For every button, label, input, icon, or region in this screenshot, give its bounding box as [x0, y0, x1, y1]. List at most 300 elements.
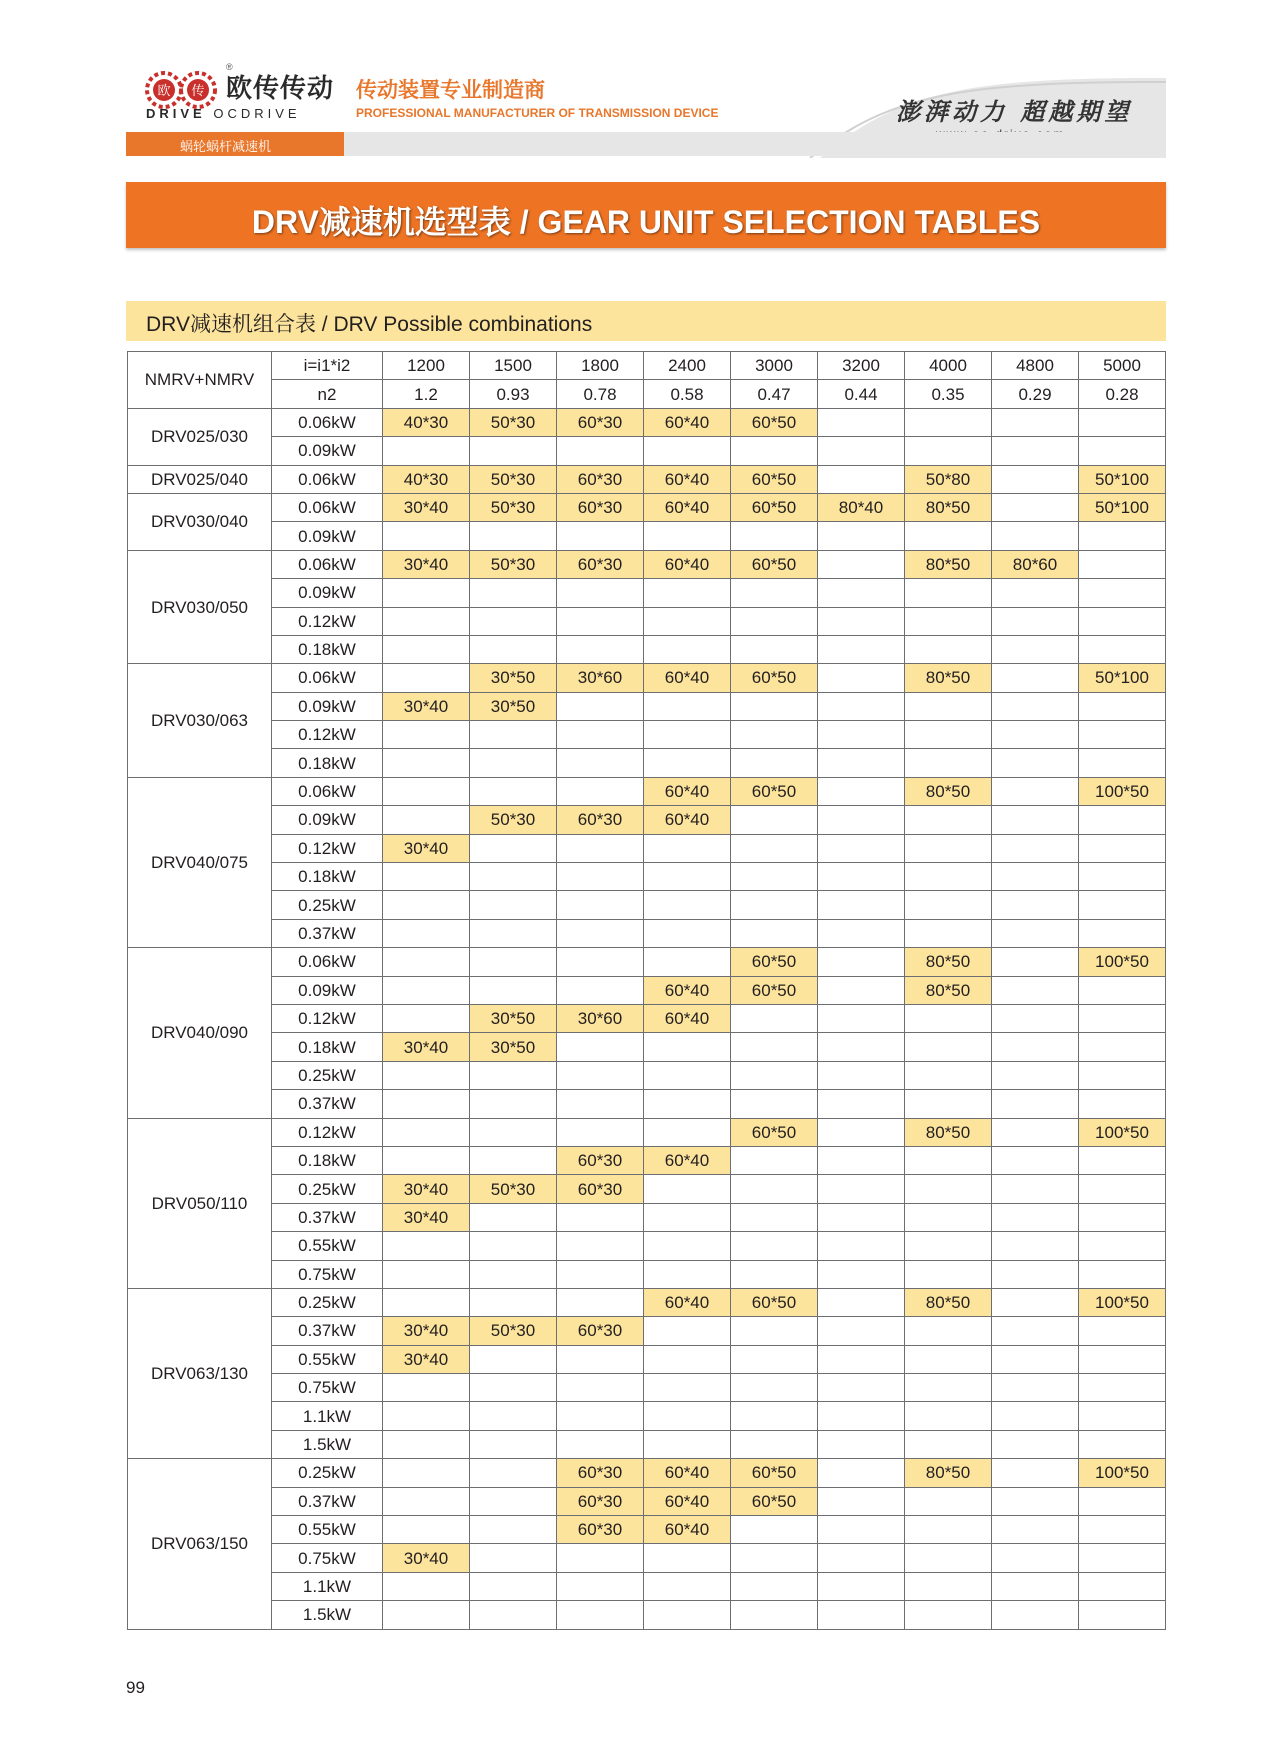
empty-cell — [731, 834, 818, 862]
power-cell: 0.06kW — [272, 948, 383, 976]
logo-badge-a-text: 欧 — [157, 84, 171, 99]
combination-cell: 30*60 — [557, 664, 644, 692]
model-name-cell: DRV025/030 — [128, 408, 272, 465]
model-name-cell: DRV050/110 — [128, 1118, 272, 1288]
title-banner — [126, 182, 1166, 248]
combination-cell: 100*50 — [1079, 777, 1166, 805]
empty-cell — [1079, 1516, 1166, 1544]
power-cell: 0.75kW — [272, 1544, 383, 1572]
empty-cell — [470, 1260, 557, 1288]
empty-cell — [1079, 834, 1166, 862]
empty-cell — [383, 607, 470, 635]
empty-cell — [644, 749, 731, 777]
combination-cell: 60*40 — [644, 1487, 731, 1515]
empty-cell — [1079, 1033, 1166, 1061]
empty-cell — [1079, 749, 1166, 777]
speed-header-cell: 0.78 — [557, 380, 644, 408]
empty-cell — [644, 1317, 731, 1345]
combination-cell: 100*50 — [1079, 1459, 1166, 1487]
empty-cell — [644, 579, 731, 607]
power-cell: 0.18kW — [272, 1033, 383, 1061]
empty-cell — [992, 1232, 1079, 1260]
combination-cell: 50*30 — [470, 1317, 557, 1345]
power-cell: 0.55kW — [272, 1345, 383, 1373]
combination-cell: 50*30 — [470, 550, 557, 578]
empty-cell — [905, 1090, 992, 1118]
ratio-header-cell: 1800 — [557, 352, 644, 380]
empty-cell — [557, 749, 644, 777]
power-cell: 0.25kW — [272, 1061, 383, 1089]
model-name-cell: DRV063/150 — [128, 1459, 272, 1629]
combination-cell: 60*30 — [557, 493, 644, 521]
empty-cell — [992, 437, 1079, 465]
empty-cell — [731, 692, 818, 720]
combination-cell: 80*50 — [905, 664, 992, 692]
empty-cell — [644, 1090, 731, 1118]
combination-cell: 30*40 — [383, 1345, 470, 1373]
power-cell: 0.18kW — [272, 635, 383, 663]
empty-cell — [470, 891, 557, 919]
empty-cell — [905, 1374, 992, 1402]
table-row — [128, 1090, 1166, 1118]
ratio-header-cell: 1500 — [470, 352, 557, 380]
power-cell: 0.25kW — [272, 1459, 383, 1487]
table-row — [128, 607, 1166, 635]
combination-cell: 60*50 — [731, 465, 818, 493]
power-cell: 0.09kW — [272, 976, 383, 1004]
empty-cell — [1079, 1061, 1166, 1089]
empty-cell — [818, 749, 905, 777]
empty-cell — [818, 948, 905, 976]
empty-cell — [731, 863, 818, 891]
power-cell: 0.18kW — [272, 749, 383, 777]
combination-cell: 60*30 — [557, 1146, 644, 1174]
power-cell: 0.37kW — [272, 919, 383, 947]
power-cell: 0.09kW — [272, 437, 383, 465]
ratio-header-cell: 3200 — [818, 352, 905, 380]
empty-cell — [992, 465, 1079, 493]
power-cell: 0.37kW — [272, 1487, 383, 1515]
empty-cell — [644, 692, 731, 720]
empty-cell — [557, 1601, 644, 1629]
empty-cell — [905, 806, 992, 834]
empty-cell — [905, 1232, 992, 1260]
combination-cell: 50*100 — [1079, 465, 1166, 493]
ratio-header-cell: 3000 — [731, 352, 818, 380]
combination-cell: 60*40 — [644, 1459, 731, 1487]
combination-table — [127, 351, 1166, 1630]
combination-cell: 30*40 — [383, 1317, 470, 1345]
empty-cell — [731, 1430, 818, 1458]
empty-cell — [818, 1090, 905, 1118]
logo-english-name — [146, 106, 301, 121]
power-cell: 0.55kW — [272, 1232, 383, 1260]
power-cell: 0.09kW — [272, 806, 383, 834]
model-header: NMRV+NMRV — [128, 352, 272, 409]
empty-cell — [992, 863, 1079, 891]
combination-cell: 80*50 — [905, 1459, 992, 1487]
combination-cell: 30*40 — [383, 692, 470, 720]
empty-cell — [905, 1061, 992, 1089]
empty-cell — [644, 948, 731, 976]
empty-cell — [1079, 806, 1166, 834]
speed-header-row — [128, 380, 1166, 408]
empty-cell — [992, 1260, 1079, 1288]
empty-cell — [905, 1203, 992, 1231]
empty-cell — [992, 1374, 1079, 1402]
combination-cell: 60*40 — [644, 777, 731, 805]
table-row — [128, 863, 1166, 891]
empty-cell — [1079, 1544, 1166, 1572]
table-row — [128, 1601, 1166, 1629]
empty-cell — [383, 437, 470, 465]
empty-cell — [992, 1402, 1079, 1430]
table-row — [128, 664, 1166, 692]
empty-cell — [905, 1544, 992, 1572]
empty-cell — [470, 1516, 557, 1544]
combination-cell: 50*30 — [470, 408, 557, 436]
empty-cell — [644, 1033, 731, 1061]
empty-cell — [557, 1033, 644, 1061]
empty-cell — [557, 1288, 644, 1316]
empty-cell — [470, 1402, 557, 1430]
empty-cell — [470, 579, 557, 607]
empty-cell — [905, 1317, 992, 1345]
empty-cell — [818, 1288, 905, 1316]
empty-cell — [1079, 1232, 1166, 1260]
empty-cell — [905, 721, 992, 749]
empty-cell — [1079, 692, 1166, 720]
power-cell: 0.06kW — [272, 550, 383, 578]
empty-cell — [905, 1516, 992, 1544]
combination-cell: 60*40 — [644, 1288, 731, 1316]
empty-cell — [818, 635, 905, 663]
empty-cell — [1079, 1572, 1166, 1600]
empty-cell — [644, 1061, 731, 1089]
empty-cell — [383, 749, 470, 777]
header-gray-bar — [344, 132, 1166, 156]
combination-cell: 30*40 — [383, 834, 470, 862]
ratio-header-cell: 4000 — [905, 352, 992, 380]
table-row — [128, 465, 1166, 493]
empty-cell — [1079, 976, 1166, 1004]
empty-cell — [383, 1601, 470, 1629]
combination-cell: 50*30 — [470, 465, 557, 493]
combination-cell: 60*50 — [731, 948, 818, 976]
empty-cell — [905, 1601, 992, 1629]
ratio-header-cell: 4800 — [992, 352, 1079, 380]
combination-cell: 50*100 — [1079, 664, 1166, 692]
empty-cell — [644, 1345, 731, 1373]
empty-cell — [731, 1601, 818, 1629]
empty-cell — [905, 1004, 992, 1032]
power-cell: 0.37kW — [272, 1090, 383, 1118]
model-name-cell: DRV030/040 — [128, 493, 272, 550]
empty-cell — [992, 408, 1079, 436]
table-row — [128, 1061, 1166, 1089]
table-row — [128, 976, 1166, 1004]
power-cell: 0.06kW — [272, 664, 383, 692]
empty-cell — [905, 607, 992, 635]
model-name-cell: DRV025/040 — [128, 465, 272, 493]
empty-cell — [1079, 408, 1166, 436]
combination-cell: 80*50 — [905, 1288, 992, 1316]
empty-cell — [557, 1402, 644, 1430]
empty-cell — [557, 721, 644, 749]
empty-cell — [644, 891, 731, 919]
empty-cell — [818, 1317, 905, 1345]
power-cell: 0.12kW — [272, 1004, 383, 1032]
combination-cell: 60*40 — [644, 550, 731, 578]
empty-cell — [818, 1572, 905, 1600]
empty-cell — [470, 1572, 557, 1600]
logo-english-a: DRIVE — [146, 106, 206, 121]
empty-cell — [557, 834, 644, 862]
empty-cell — [818, 437, 905, 465]
empty-cell — [470, 1232, 557, 1260]
empty-cell — [470, 863, 557, 891]
empty-cell — [731, 1232, 818, 1260]
empty-cell — [731, 1090, 818, 1118]
empty-cell — [818, 1402, 905, 1430]
empty-cell — [731, 749, 818, 777]
empty-cell — [818, 1033, 905, 1061]
combination-cell: 60*30 — [557, 1487, 644, 1515]
empty-cell — [557, 1118, 644, 1146]
empty-cell — [992, 948, 1079, 976]
empty-cell — [818, 891, 905, 919]
table-row — [128, 1317, 1166, 1345]
empty-cell — [470, 777, 557, 805]
empty-cell — [557, 635, 644, 663]
power-cell: 1.5kW — [272, 1430, 383, 1458]
empty-cell — [557, 692, 644, 720]
combination-cell: 80*50 — [905, 777, 992, 805]
table-row — [128, 579, 1166, 607]
combination-cell: 60*50 — [731, 1487, 818, 1515]
empty-cell — [731, 1317, 818, 1345]
combination-cell: 60*50 — [731, 408, 818, 436]
empty-cell — [992, 1203, 1079, 1231]
combination-cell: 50*100 — [1079, 493, 1166, 521]
empty-cell — [383, 976, 470, 1004]
section-subtitle-bar — [126, 301, 1166, 341]
empty-cell — [1079, 721, 1166, 749]
table-row — [128, 1004, 1166, 1032]
empty-cell — [383, 1288, 470, 1316]
empty-cell — [644, 1260, 731, 1288]
table-row — [128, 1374, 1166, 1402]
table-row — [128, 1430, 1166, 1458]
empty-cell — [557, 948, 644, 976]
speed-header-cell: 0.58 — [644, 380, 731, 408]
empty-cell — [731, 522, 818, 550]
empty-cell — [731, 891, 818, 919]
ratio-label: i=i1*i2 — [272, 352, 383, 380]
empty-cell — [818, 777, 905, 805]
combination-cell: 60*30 — [557, 465, 644, 493]
power-cell: 0.06kW — [272, 493, 383, 521]
empty-cell — [383, 522, 470, 550]
empty-cell — [731, 1033, 818, 1061]
combination-cell: 60*50 — [731, 777, 818, 805]
empty-cell — [644, 1374, 731, 1402]
empty-cell — [470, 522, 557, 550]
power-cell: 1.1kW — [272, 1402, 383, 1430]
empty-cell — [470, 1146, 557, 1174]
combination-cell: 60*30 — [557, 1175, 644, 1203]
empty-cell — [1079, 919, 1166, 947]
empty-cell — [992, 1487, 1079, 1515]
empty-cell — [731, 437, 818, 465]
empty-cell — [818, 579, 905, 607]
empty-cell — [1079, 1601, 1166, 1629]
empty-cell — [731, 1061, 818, 1089]
empty-cell — [818, 1061, 905, 1089]
empty-cell — [1079, 1487, 1166, 1515]
power-cell: 0.25kW — [272, 891, 383, 919]
table-row — [128, 1345, 1166, 1373]
table-row — [128, 777, 1166, 805]
empty-cell — [470, 437, 557, 465]
table-row — [128, 1544, 1166, 1572]
empty-cell — [1079, 522, 1166, 550]
speed-header-cell: 0.35 — [905, 380, 992, 408]
empty-cell — [818, 1232, 905, 1260]
empty-cell — [470, 607, 557, 635]
empty-cell — [557, 607, 644, 635]
empty-cell — [470, 948, 557, 976]
combination-cell: 30*40 — [383, 1203, 470, 1231]
empty-cell — [1079, 579, 1166, 607]
table-row — [128, 692, 1166, 720]
table-row — [128, 1146, 1166, 1174]
empty-cell — [992, 1004, 1079, 1032]
empty-cell — [470, 1288, 557, 1316]
speed-header-cell: 0.47 — [731, 380, 818, 408]
empty-cell — [818, 1203, 905, 1231]
empty-cell — [644, 1175, 731, 1203]
model-name-cell: DRV063/130 — [128, 1288, 272, 1458]
combination-cell: 50*30 — [470, 1175, 557, 1203]
combination-cell: 60*40 — [644, 1516, 731, 1544]
power-cell: 0.18kW — [272, 863, 383, 891]
combination-cell: 60*40 — [644, 465, 731, 493]
combination-cell: 60*30 — [557, 550, 644, 578]
power-cell: 0.75kW — [272, 1260, 383, 1288]
empty-cell — [470, 1374, 557, 1402]
empty-cell — [1079, 1260, 1166, 1288]
combination-cell: 30*40 — [383, 493, 470, 521]
empty-cell — [557, 579, 644, 607]
empty-cell — [818, 1345, 905, 1373]
empty-cell — [905, 1487, 992, 1515]
empty-cell — [992, 806, 1079, 834]
empty-cell — [992, 1061, 1079, 1089]
model-name-cell: DRV030/063 — [128, 664, 272, 778]
empty-cell — [818, 1487, 905, 1515]
empty-cell — [992, 664, 1079, 692]
empty-cell — [731, 607, 818, 635]
empty-cell — [383, 1430, 470, 1458]
empty-cell — [1079, 1402, 1166, 1430]
empty-cell — [557, 1430, 644, 1458]
model-name-cell: DRV030/050 — [128, 550, 272, 664]
empty-cell — [470, 1345, 557, 1373]
empty-cell — [731, 635, 818, 663]
empty-cell — [557, 1345, 644, 1373]
combination-cell: 100*50 — [1079, 1288, 1166, 1316]
slogan: 澎湃动力 超越期望 — [896, 97, 1133, 126]
power-cell: 0.06kW — [272, 777, 383, 805]
combination-cell: 60*50 — [731, 664, 818, 692]
category-label: 蜗轮蜗杆减速机 — [180, 139, 272, 154]
empty-cell — [905, 1572, 992, 1600]
ratio-header-cell: 1200 — [383, 352, 470, 380]
table-row — [128, 1033, 1166, 1061]
combination-cell: 30*40 — [383, 1033, 470, 1061]
empty-cell — [470, 721, 557, 749]
empty-cell — [1079, 607, 1166, 635]
combination-cell: 60*40 — [644, 976, 731, 1004]
empty-cell — [818, 607, 905, 635]
combination-cell: 60*30 — [557, 806, 644, 834]
empty-cell — [992, 1544, 1079, 1572]
empty-cell — [905, 1175, 992, 1203]
empty-cell — [383, 1146, 470, 1174]
empty-cell — [818, 863, 905, 891]
combination-cell: 100*50 — [1079, 1118, 1166, 1146]
table-row — [128, 1516, 1166, 1544]
empty-cell — [905, 1430, 992, 1458]
empty-cell — [1079, 1430, 1166, 1458]
empty-cell — [1079, 1175, 1166, 1203]
registered-mark: ® — [226, 62, 233, 72]
power-cell: 0.09kW — [272, 692, 383, 720]
empty-cell — [557, 1203, 644, 1231]
combination-cell: 60*40 — [644, 1004, 731, 1032]
table-row — [128, 408, 1166, 436]
tagline-english: PROFESSIONAL MANUFACTURER OF TRANSMISSION DEVICE — [356, 106, 719, 120]
empty-cell — [383, 1516, 470, 1544]
empty-cell — [992, 1317, 1079, 1345]
empty-cell — [557, 1374, 644, 1402]
empty-cell — [731, 806, 818, 834]
empty-cell — [992, 1288, 1079, 1316]
empty-cell — [383, 1232, 470, 1260]
empty-cell — [731, 1572, 818, 1600]
empty-cell — [992, 579, 1079, 607]
empty-cell — [557, 1061, 644, 1089]
empty-cell — [557, 1232, 644, 1260]
table-row — [128, 1487, 1166, 1515]
empty-cell — [905, 1146, 992, 1174]
power-cell: 0.12kW — [272, 721, 383, 749]
empty-cell — [644, 635, 731, 663]
tagline-chinese: 传动装置专业制造商 — [356, 79, 545, 102]
empty-cell — [992, 976, 1079, 1004]
empty-cell — [644, 1402, 731, 1430]
power-cell: 0.25kW — [272, 1288, 383, 1316]
empty-cell — [905, 408, 992, 436]
empty-cell — [731, 1544, 818, 1572]
empty-cell — [383, 1061, 470, 1089]
combination-cell: 80*50 — [905, 948, 992, 976]
power-cell: 0.55kW — [272, 1516, 383, 1544]
empty-cell — [383, 1374, 470, 1402]
empty-cell — [818, 1118, 905, 1146]
empty-cell — [557, 437, 644, 465]
